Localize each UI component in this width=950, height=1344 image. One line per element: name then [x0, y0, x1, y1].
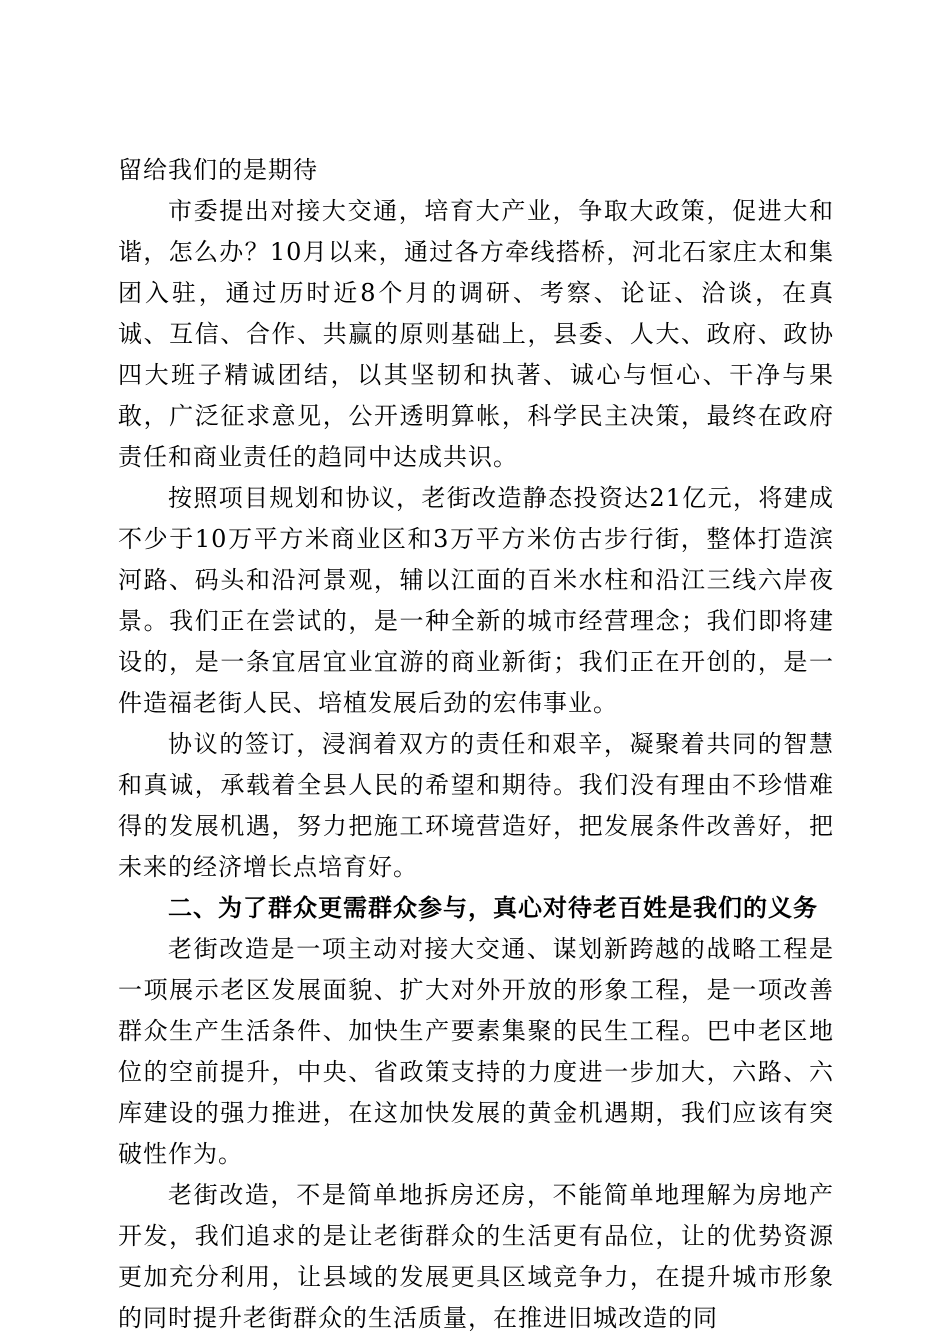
paragraph-3: 协议的签订，浸润着双方的责任和艰辛，凝聚着共同的智慧和真诚，承载着全县人民的希望和期待。我们没有理由不珍惜难得的发展机遇，努力把施工环境营造好，把发展条件改善好，把未来的经济增长点培育好。 [118, 730, 834, 881]
lead-line: 留给我们的是期待 [118, 156, 318, 184]
section-paragraph-2: 老街改造，不是简单地拆房还房，不能简单地理解为房地产开发，我们追求的是让老街群众的生活更有品位，让的优势资源更加充分利用，让县域的发展更具区域竞争力，在提升城市形象的同时提升老街群众的生活质量，在推进旧城改造的同 [118, 1181, 834, 1332]
paragraph-2: 按照项目规划和协议，老街改造静态投资达21亿元，将建成不少于10万平方米商业区和3万平方米仿古步行街，整体打造滨河路、码头和沿河景观，辅以江面的百米水柱和沿江三线六岸夜景。我们正在尝试的，是一种全新的城市经营理念；我们即将建设的，是一条宜居宜业宜游的商业新街；我们正在开创的，是一件造福老街人民、培植发展后劲的宏伟事业。 [118, 484, 834, 717]
paragraph-1: 市委提出对接大交通，培育大产业，争取大政策，促进大和谐，怎么办？10月以来，通过各方牵线搭桥，河北石家庄太和集团入驻，通过历时近8个月的调研、考察、论证、洽谈，在真诚、互信、合作、共赢的原则基础上，县委、人大、政府、政协四大班子精诚团结，以其坚韧和执著、诚心与恒心、干净与果敢，广泛征求意见，公开透明算帐，科学民主决策，最终在政府责任和商业责任的趋同中达成共识。 [118, 197, 834, 471]
section-heading: 二、为了群众更需群众参与，真心对待老百姓是我们的义务 [168, 894, 818, 922]
document-body [118, 150, 834, 1339]
section-paragraph-1: 老街改造是一项主动对接大交通、谋划新跨越的战略工程是一项展示老区发展面貌、扩大对外开放的形象工程，是一项改善群众生产生活条件、加快生产要素集聚的民生工程。巴中老区地位的空前提升，中央、省政策支持的力度进一步加大，六路、六库建设的强力推进，在这加快发展的黄金机遇期，我们应该有突破性作为。 [118, 935, 834, 1168]
